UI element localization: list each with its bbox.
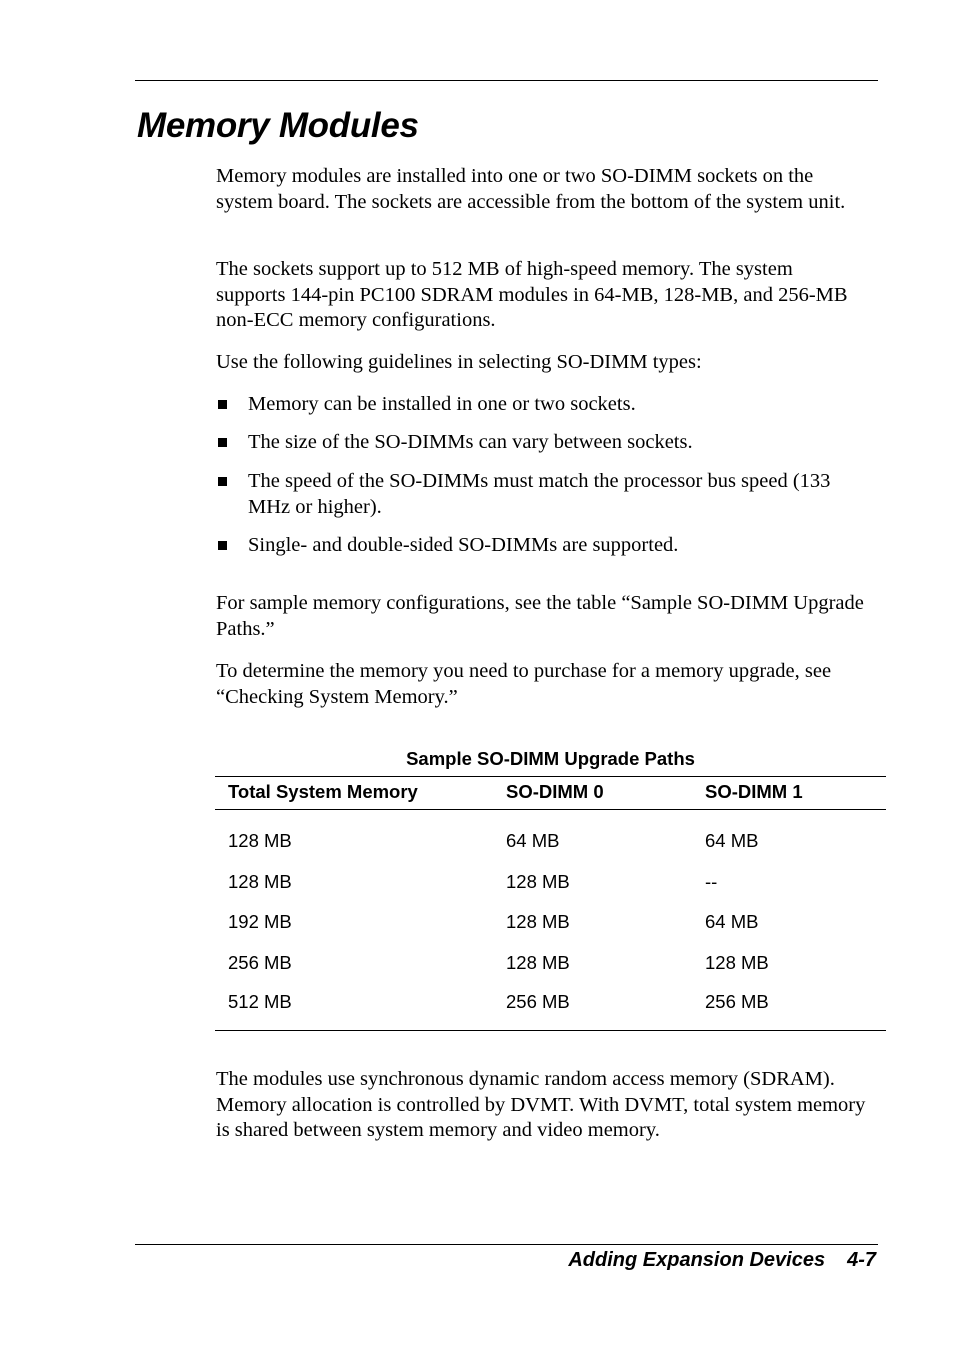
header-rule — [135, 80, 878, 81]
footer-section-title: Adding Expansion Devices — [568, 1249, 826, 1271]
table-cell: 512 MB — [228, 991, 292, 1012]
table-bottom-rule — [215, 1030, 886, 1031]
table-header-rule — [215, 809, 886, 810]
table-cell: 256 MB — [705, 991, 769, 1012]
table-cell: 128 MB — [506, 911, 570, 932]
footer-page-number: 4-7 — [847, 1249, 876, 1271]
table-header-so-dimm-1: SO-DIMM 1 — [705, 781, 803, 802]
table-header-so-dimm-0: SO-DIMM 0 — [506, 781, 604, 802]
square-bullet-icon — [218, 438, 227, 447]
table-cell: 256 MB — [506, 991, 570, 1012]
table-cell: -- — [705, 871, 718, 892]
table-header-total-memory: Total System Memory — [228, 781, 418, 802]
bullet-text: The speed of the SO-DIMMs must match the processor bus speed (133 MHz or higher). — [248, 470, 831, 518]
table-cell: 256 MB — [228, 952, 292, 973]
table-cell: 64 MB — [705, 830, 759, 851]
table-top-rule — [215, 776, 886, 777]
intro-paragraph: Memory modules are installed into one or two SO-DIMM sockets on the system board. The sockets are accessible from the bottom of the system unit. — [216, 165, 846, 213]
table-cell: 128 MB — [228, 871, 292, 892]
bullet-text: Single- and double-sided SO-DIMMs are supported. — [248, 534, 679, 556]
table-cell: 64 MB — [506, 830, 560, 851]
table-cell: 128 MB — [705, 952, 769, 973]
page-title: Memory Modules — [137, 106, 419, 145]
bullet-text: Memory can be installed in one or two sockets. — [248, 393, 636, 415]
table-cell: 128 MB — [506, 871, 570, 892]
square-bullet-icon — [218, 541, 227, 550]
table-cell: 128 MB — [506, 952, 570, 973]
upgrade-paragraph: To determine the memory you need to purchase for a memory upgrade, see “Checking System Memory.” — [216, 660, 832, 708]
sdram-paragraph: The modules use synchronous dynamic random access memory (SDRAM). Memory allocation is controlled by DVMT. With DVMT, total system memory is shared between system memory and video memory. — [216, 1068, 866, 1141]
table-caption: Sample SO-DIMM Upgrade Paths — [406, 748, 695, 769]
table-cell: 192 MB — [228, 911, 292, 932]
page-footer — [568, 1246, 876, 1274]
bullet-text: The size of the SO-DIMMs can vary between sockets. — [248, 431, 693, 453]
square-bullet-icon — [218, 477, 227, 486]
table-cell: 128 MB — [228, 830, 292, 851]
table-cell: 64 MB — [705, 911, 759, 932]
guidelines-paragraph: Use the following guidelines in selecting SO-DIMM types: — [216, 351, 702, 373]
sample-config-paragraph: For sample memory configurations, see the table “Sample SO-DIMM Upgrade Paths.” — [216, 592, 864, 640]
square-bullet-icon — [218, 400, 227, 409]
capacity-paragraph: The sockets support up to 512 MB of high-speed memory. The system supports 144-pin PC100 SDRAM modules in 64-MB, 128-MB, and 256-MB non-ECC memory configurations. — [216, 258, 848, 331]
footer-rule — [135, 1244, 878, 1245]
